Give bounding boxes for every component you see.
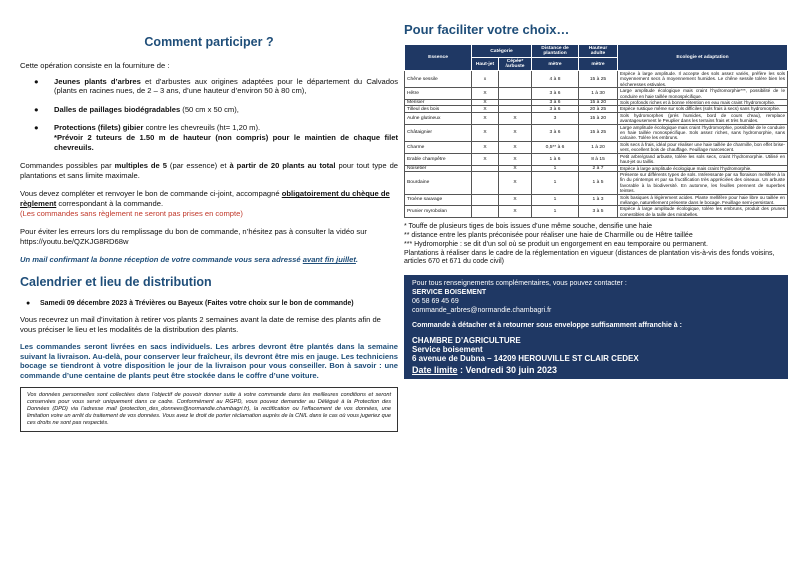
cell-ecologie: Espèce à large amplitude. Il accepte des sols assez variés, préfère les sols moyennement secs à moyennement humides. Le chêne sessile tolère bien les sécheresses estivales. — [618, 71, 788, 88]
table-row — [405, 194, 788, 206]
note-reglementation: Plantations à réaliser dans le cadre de la réglementation en vigueur (distances de plantation vis-à-vis des fonds voisins, articles 670 et 671 du code civil) — [404, 249, 775, 266]
cell-haut-jet: x — [472, 71, 499, 88]
cell-essence: Bourdaine — [405, 171, 472, 194]
cell-hauteur: 15 à 25 — [579, 71, 618, 88]
mail-confirmation: Un mail confirmant la bonne réception de votre commande vous sera adressé avant fin juillet. — [20, 255, 359, 265]
cell-haut-jet: X — [472, 106, 499, 112]
cell-haut-jet: X — [472, 124, 499, 141]
cell-distance: 4 à 8 — [532, 71, 579, 88]
header-metre-hauteur: mètre — [579, 58, 618, 71]
cell-hauteur: 1 à 30 — [579, 88, 618, 100]
cell-cepee: X — [499, 171, 532, 194]
species-table — [404, 44, 788, 218]
note-distance: ** distance entre les plants préconisée pour réaliser une haie de Charmille ou de Hêtre taillée — [404, 231, 693, 239]
cell-hauteur: 8 à 15 — [579, 153, 618, 165]
cell-hauteur: 15 à 25 — [579, 124, 618, 141]
table-row — [405, 206, 788, 218]
cell-hauteur: 15 à 20 — [579, 100, 618, 106]
list-item: ● Dalles de paillages biodégradables (50 cm x 50 cm), — [34, 104, 239, 114]
cell-essence: Erable champêtre — [405, 153, 472, 165]
cell-haut-jet: X — [472, 141, 499, 153]
cell-distance: 3 à 6 — [532, 106, 579, 112]
date-item: ● Samedi 09 décembre 2023 à Trévières ou Bayeux (Faites votre choix sur le bon de commande) — [26, 299, 354, 307]
cell-distance: 1 à 6 — [532, 153, 579, 165]
cell-ecologie: Espèce rustique même sur sols difficiles (sols frais à secs) sans hydromorphie. — [618, 106, 788, 112]
org-name: CHAMBRE D’AGRICULTURE — [412, 336, 521, 346]
cell-cepee: X — [499, 153, 532, 165]
cell-hauteur: 1 à 5 — [579, 171, 618, 194]
header-metre-distance: mètre — [532, 58, 579, 71]
cell-haut-jet — [472, 194, 499, 206]
cell-ecologie: Sols profonds riches et à bonne rétention en eau mais craint l’hydromorphie. — [618, 100, 788, 106]
commandes-text: Commandes possibles par multiples de 5 (par essence) et à partir de 20 plants au total pour tout type de plantations et sans limite maximale. — [20, 161, 399, 180]
left-column — [20, 0, 398, 432]
cell-haut-jet: X — [472, 153, 499, 165]
contact-email[interactable]: commande_arbres@normandie.chambagri.fr — [412, 307, 552, 315]
note-cepee: * Touffe de plusieurs tiges de bois issues d’une même souche, densifie une haie — [404, 223, 653, 231]
cell-ecologie: Sols hydromorphes (prés humides, bord de cours d’eau), remplace avantageusement le Peuplier dans les terrains frais et très humides. — [618, 112, 788, 124]
bullet-icon: ● — [34, 123, 39, 133]
cell-ecologie: Présente sur différents types de sols. Intéressante par sa floraison mellifère à la fin du printemps et par sa fructification très appréciées des oiseaux. Un arbuste favorable à la biodiversité. En automne, les feuilles prennent de superbes teintes. — [618, 171, 788, 194]
bullet-icon: ● — [34, 104, 39, 114]
note-hydromorphie: *** Hydromorphie : se dit d’un sol où se produit un engorgement en eau temporaire ou permanent. — [404, 240, 708, 248]
cell-distance: 1 — [532, 194, 579, 206]
intro-text: Cette opération consiste en la fourniture de : — [20, 61, 170, 70]
cell-hauteur: 20 à 25 — [579, 106, 618, 112]
retrait-text: Vous recevrez un mail d’invitation à retirer vos plants 2 semaines avant la date de remise des plants afin de vous préciser le lieu et les modalités de la distribution des plants. — [20, 314, 381, 334]
table-row — [405, 88, 788, 100]
cell-ecologie: Large amplitude écologique mais craint l’hydromorphie***, possibilité de le conduire en haie taillée monospécifique. — [618, 88, 788, 100]
supply-list — [20, 77, 398, 153]
cell-ecologie: Large amplitude écologique mais craint l’hydromorphie, possibilité de le conduire en haie taillée monospécifique. Sols assez riches, sans hydromorphie, sans calcaire. Tolère les embruns. — [618, 124, 788, 141]
cell-cepee — [499, 71, 532, 88]
cell-essence: Noisetier — [405, 165, 472, 171]
header-distance: Distance de plantation — [532, 45, 579, 58]
cell-distance: 3 — [532, 112, 579, 124]
bullet-icon: ● — [34, 76, 39, 86]
cell-cepee: X — [499, 112, 532, 124]
cell-ecologie: Petit arbre/grand arbuste, tolère les sols secs, craint l’hydromorphie. Utilisé en haut-jet ou taillis. — [618, 153, 788, 165]
section-title-choix: Pour faciliter votre choix… — [404, 22, 570, 37]
header-cepee: Cépée* /arbuste — [499, 58, 532, 71]
table-row — [405, 171, 788, 194]
cell-essence: Chêne sessile — [405, 71, 472, 88]
org-address: 6 avenue de Dubna – 14209 HEROUVILLE ST CLAIR CEDEX — [412, 354, 639, 364]
table-notes — [404, 223, 788, 267]
cell-distance: 1 — [532, 171, 579, 194]
header-essence: Essence — [405, 45, 472, 71]
cell-essence: Charme — [405, 141, 472, 153]
cell-distance: 1 — [532, 206, 579, 218]
bullet-icon: ● — [26, 299, 31, 307]
cell-distance: 0,5** à 6 — [532, 141, 579, 153]
header-haut-jet: Haut-jet — [472, 58, 499, 71]
section-title-calendrier: Calendrier et lieu de distribution — [20, 274, 212, 289]
right-column — [404, 0, 788, 379]
cell-essence: Tilleul des bois — [405, 106, 472, 112]
cell-hauteur: 1 à 20 — [579, 141, 618, 153]
cell-essence: Troène sauvage — [405, 194, 472, 206]
cell-haut-jet: X — [472, 88, 499, 100]
cell-ecologie: Espèce à large amplitude écologique mais craint l’hydromorphie. — [618, 165, 788, 171]
cell-essence: Hêtre — [405, 88, 472, 100]
cell-hauteur: 2 à 7 — [579, 165, 618, 171]
deadline: Date limite : Vendredi 30 juin 2023 — [412, 365, 558, 376]
cell-cepee: X — [499, 206, 532, 218]
table-row — [405, 71, 788, 88]
video-text: Pour éviter les erreurs lors du remplissage du bon de commande, n’hésitez pas à consulter la vidéo sur https://youtu.be/QZKJG8RD68w — [20, 227, 367, 246]
cell-cepee: X — [499, 194, 532, 206]
cell-cepee: X — [499, 165, 532, 171]
cell-cepee — [499, 88, 532, 100]
cell-distance: 3 à 6 — [532, 124, 579, 141]
contact-service: SERVICE BOISEMENT — [412, 289, 487, 297]
cell-haut-jet: X — [472, 100, 499, 106]
cell-essence: Merisier — [405, 100, 472, 106]
cell-ecologie: Sols secs à frais, idéal pour réaliser une haie taillée de charmille, bon effet brise-vent, excellent bois de chauffage. Feuillage marcescent. — [618, 141, 788, 153]
table-row — [405, 153, 788, 165]
cell-essence: Prunier myrobolan — [405, 206, 472, 218]
cell-hauteur: 3 à 5 — [579, 206, 618, 218]
contact-intro: Pour tous renseignements complémentaires, vous pouvez contacter : — [412, 280, 627, 288]
cell-essence: Châtaignier — [405, 124, 472, 141]
header-categorie: Catégorie — [472, 45, 532, 58]
table-row — [405, 124, 788, 141]
cell-ecologie: Sols basiques à légèrement acides. Plante mellifère pour haie libre ou taillée en mélange, naturellement présente dans le bocage. Feuillage semi-persistant. — [618, 194, 788, 206]
cell-ecologie: Espèce à large amplitude écologique, tolère les embruns, produit des prunes comestibles de la taille des mirabelles. — [618, 206, 788, 218]
section-title-participer: Comment participer ? — [144, 35, 274, 49]
cell-hauteur: 1 à 3 — [579, 194, 618, 206]
header-hauteur: Hauteur adulte — [579, 45, 618, 58]
cell-essence: Aulne glutineux — [405, 112, 472, 124]
list-item: ● Protections (filets) gibier contre les chevreuils (ht= 1,20 m). *Prévoir 2 tuteurs de 1.50 m de hauteur (non compris) pour le maintien de chaque filet chevreuils. — [34, 123, 398, 152]
cell-haut-jet — [472, 171, 499, 194]
cell-distance: 1 — [532, 165, 579, 171]
list-item: ● Jeunes plants d’arbres et d’arbustes aux origines adaptées pour le département du Calvados (plants en racines nues, de 2 – 3 ans, d’une hauteur d’environ 50 à 80 cm), — [34, 76, 398, 96]
cell-hauteur: 15 à 20 — [579, 112, 618, 124]
table-row — [405, 141, 788, 153]
bon-commande-text: Vous devez compléter et renvoyer le bon de commande ci-joint, accompagné obligatoirement du chèque de règlement correspondant à la commande. (Les commandes sans règlement ne seront pas prises en compte) — [20, 189, 390, 218]
cell-haut-jet: X — [472, 112, 499, 124]
cell-distance: 3 à 6 — [532, 88, 579, 100]
contact-box — [404, 275, 788, 379]
cell-distance: 3 à 6 — [532, 100, 579, 106]
rgpd-notice: Vos données personnelles sont collectées dans l’objectif de pouvoir donner suite à votre commande dans les meilleures conditions et seront conservées pour vous servir uniquement dans ce cadre. Conformément au RGPD, vous pouvez demander au Délégué à la Protection des Données (DPD) via l’adresse mail (protection_des_donnees@normandie.chambagri.fr), la rectification ou l’effacement de vos données, une limitation voire un arrêt du traitement de vos données. Vous avez le droit de porter réclamation auprès de la CNIL dans le cas où vous jugeriez que ces droits ne sont pas respectés. — [20, 387, 398, 432]
cell-cepee: X — [499, 141, 532, 153]
return-instructions: Commande à détacher et à retourner sous enveloppe suffisamment affranchie à : — [412, 322, 682, 330]
contact-phone: 06 58 69 45 69 — [412, 298, 459, 306]
header-ecologie: Ecologie et adaptation — [618, 45, 788, 71]
org-service: Service boisement — [412, 345, 483, 355]
cell-haut-jet — [472, 206, 499, 218]
livraison-text: Les commandes seront livrées en sacs individuels. Les arbres devront être plantés dans la semaine suivant la livraison. Au-delà, pour conserver leur fraîcheur, ils devront être mis en jauge. Les techniciens bocage se tiendront à votre disposition le jour de la livraison pour vous conseiller. Bon à savoir : une commande d’une centaine de plants peut être stockée dans le coffre d’une voiture. — [20, 342, 398, 380]
cell-cepee: X — [499, 124, 532, 141]
table-row — [405, 112, 788, 124]
